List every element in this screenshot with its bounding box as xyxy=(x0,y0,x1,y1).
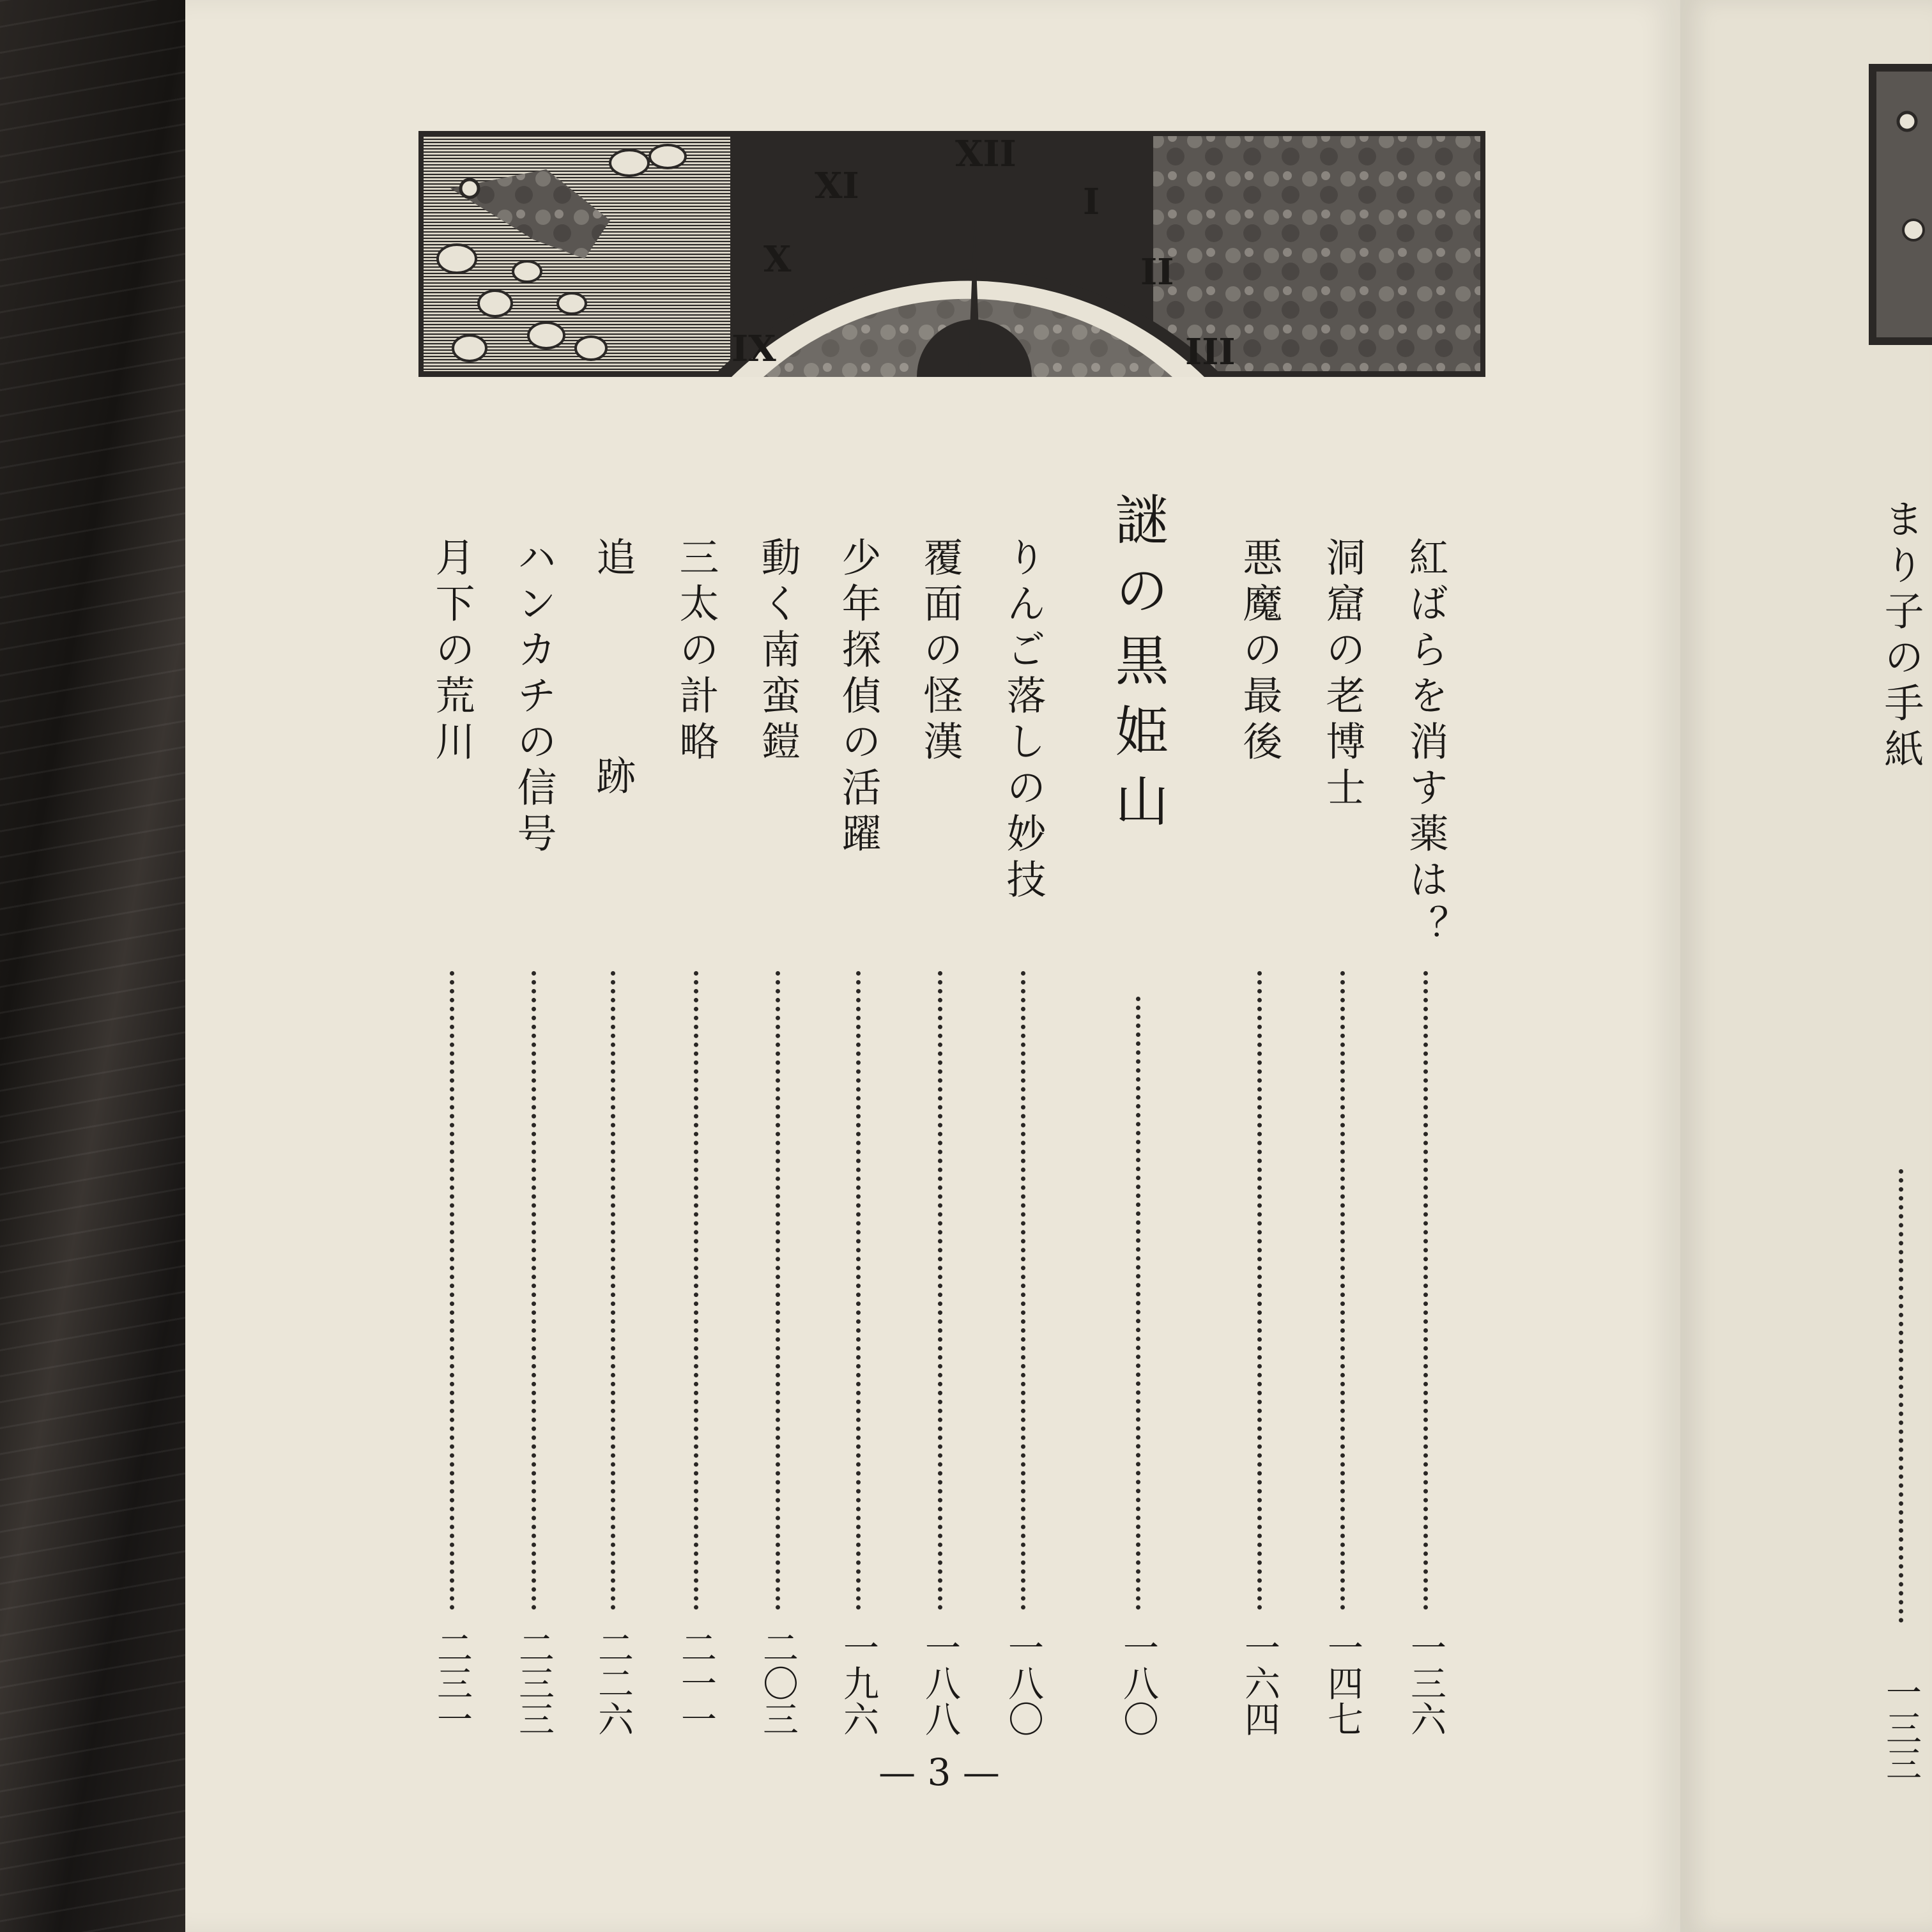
toc-entry-page: 二〇三 xyxy=(757,1629,799,1736)
toc-entry-page: 二一一 xyxy=(675,1629,717,1736)
toc-entry-title: 月下の荒川 xyxy=(429,537,475,767)
toc-entry-title: 紅ばらを消す薬は？ xyxy=(1402,537,1449,951)
toc-entry xyxy=(584,0,641,1932)
toc-entry-page: 一三六 xyxy=(1405,1629,1446,1736)
svg-text:II: II xyxy=(1140,251,1174,293)
toc-entry-page: 一九六 xyxy=(838,1629,879,1736)
leader-dots xyxy=(450,971,454,1610)
toc-entry-page: 二三三 xyxy=(513,1629,555,1736)
leader-dots xyxy=(1021,971,1025,1610)
next-page-entry-page: 一三三 xyxy=(1880,1674,1922,1781)
toc-entry-page: 一八〇 xyxy=(1117,1629,1159,1736)
leader-dots xyxy=(1899,1169,1903,1623)
leader-dots xyxy=(611,971,615,1610)
toc-entry xyxy=(994,0,1052,1932)
toc-entry xyxy=(1314,0,1371,1932)
toc-entry-title: 三太の計略 xyxy=(673,537,719,767)
leader-dots xyxy=(1340,971,1345,1610)
toc-entry-title: 洞窟の老博士 xyxy=(1319,537,1366,813)
toc-entry xyxy=(1397,0,1454,1932)
toc-part-title: 謎の黒姫山 xyxy=(1107,492,1169,843)
toc-entry-page: 二二六 xyxy=(592,1629,634,1736)
toc-entry xyxy=(1230,0,1288,1932)
toc-entry-page: 一八八 xyxy=(919,1629,961,1736)
leader-dots xyxy=(938,971,942,1610)
page-number: — 3 — xyxy=(878,1751,1000,1794)
leader-dots xyxy=(1423,971,1428,1610)
toc-entry xyxy=(749,0,806,1932)
leader-dots xyxy=(776,971,780,1610)
toc-entry xyxy=(829,0,887,1932)
toc-entry xyxy=(505,0,562,1932)
toc-entry-title: 追跡 xyxy=(590,537,636,974)
toc-entry xyxy=(423,0,480,1932)
toc-entry xyxy=(667,0,724,1932)
leader-dots xyxy=(694,971,698,1610)
toc-entry-page: 一六四 xyxy=(1239,1629,1280,1736)
toc-entry-title: ハンカチの信号 xyxy=(510,537,557,859)
svg-text:III: III xyxy=(1185,331,1236,373)
toc-entry-title: 悪魔の最後 xyxy=(1236,537,1283,767)
svg-text:X: X xyxy=(763,238,792,280)
toc-entry xyxy=(911,0,969,1932)
svg-text:XI: XI xyxy=(815,165,859,207)
toc-entry-part-heading xyxy=(1109,0,1167,1932)
toc-entry-page: 一八〇 xyxy=(1002,1629,1044,1736)
svg-text:IX: IX xyxy=(732,328,776,370)
toc-entry-title: りんご落しの妙技 xyxy=(1000,537,1046,905)
leader-dots xyxy=(532,971,536,1610)
next-page-entry-title: まり子の手紙 xyxy=(1878,498,1924,774)
leader-dots xyxy=(856,971,861,1610)
svg-text:I: I xyxy=(1083,181,1100,223)
toc-entry-page: 二三一 xyxy=(431,1629,473,1736)
toc-entry-title: 動く南蛮鎧 xyxy=(755,537,801,767)
svg-text:XII: XII xyxy=(955,133,1016,175)
leader-dots xyxy=(1136,997,1140,1610)
toc-entry-title: 少年探偵の活躍 xyxy=(835,537,882,859)
toc-entry-page: 一四七 xyxy=(1322,1629,1363,1736)
toc-entry-title: 覆面の怪漢 xyxy=(917,537,963,767)
leader-dots xyxy=(1257,971,1262,1610)
